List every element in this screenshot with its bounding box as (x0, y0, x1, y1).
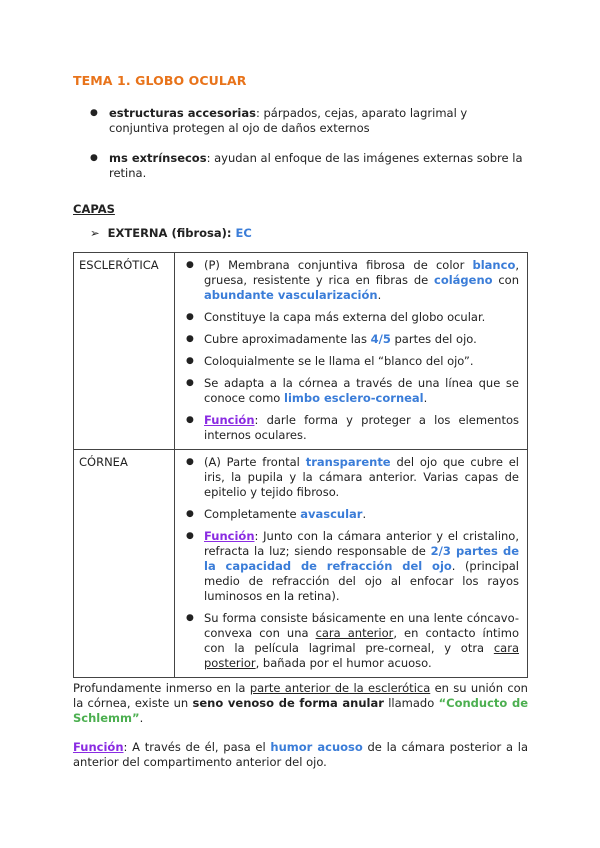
paragraph-schlemm: Profundamente inmerso en la parte anterior de la esclerótica en su unión con la córnea, existe un seno venoso de forma anular llamado “Conducto de Schlemm”. (73, 681, 529, 725)
section-heading: CAPAS (73, 202, 115, 216)
subsection-heading: ➢ EXTERNA (fibrosa): EC (90, 226, 252, 240)
list-item: ● (P) Membrana conjuntiva fibrosa de color blanco, gruesa, resistente y rica en fibras de colágeno con abundante vascularización. (180, 258, 519, 303)
list-item: ● Completamente avascular. (180, 507, 519, 522)
table-cell-description (175, 253, 528, 450)
list-item: ● Cubre aproximadamente las 4/5 partes del ojo. (180, 332, 519, 347)
intro-bullet-list (90, 106, 530, 196)
list-item: ● Coloquialmente se le llama el “blanco del ojo”. (180, 354, 519, 369)
list-item: ● (A) Parte frontal transparente del ojo que cubre el iris, la pupila y la cámara anterior. Varias capas de epitelio y tejido fibroso. (180, 455, 519, 500)
table-cell-description (175, 450, 528, 678)
page-title: TEMA 1. GLOBO OCULAR (73, 73, 247, 88)
layers-table (73, 252, 528, 678)
arrow-icon: ➢ (90, 226, 100, 240)
list-item: ● Constituye la capa más externa del globo ocular. (180, 310, 519, 325)
table-row (74, 253, 528, 450)
list-item: ● Función: Junto con la cámara anterior y el cristalino, refracta la luz; siendo responsable de 2/3 partes de la capacidad de refracción del ojo. (principal medio de refracción del ojo al enfocar los rayos luminosos en la retina). (180, 529, 519, 604)
paragraph-funcion: Función: A través de él, pasa el humor acuoso de la cámara posterior a la anterior del compartimento anterior del ojo. (73, 740, 528, 769)
table-cell-name: CÓRNEA (74, 450, 175, 678)
list-item: ● Función: darle forma y proteger a los elementos internos oculares. (180, 413, 519, 443)
table-row (74, 450, 528, 678)
table-cell-name: ESCLERÓTICA (74, 253, 175, 450)
list-item: ● Su forma consiste básicamente en una lente cóncavo-convexa con una cara anterior, en contacto íntimo con la película lagrimal pre-corneal, y otra cara posterior, bañada por el humor acuoso. (180, 611, 519, 671)
list-item: ● ms extrínsecos: ayudan al enfoque de las imágenes externas sobre la retina. (90, 151, 530, 181)
list-item: ● Se adapta a la córnea a través de una línea que se conoce como limbo esclero-corneal. (180, 376, 519, 406)
list-item: ● estructuras accesorias: párpados, cejas, aparato lagrimal y conjuntiva protegen al ojo de daños externos (90, 106, 530, 136)
